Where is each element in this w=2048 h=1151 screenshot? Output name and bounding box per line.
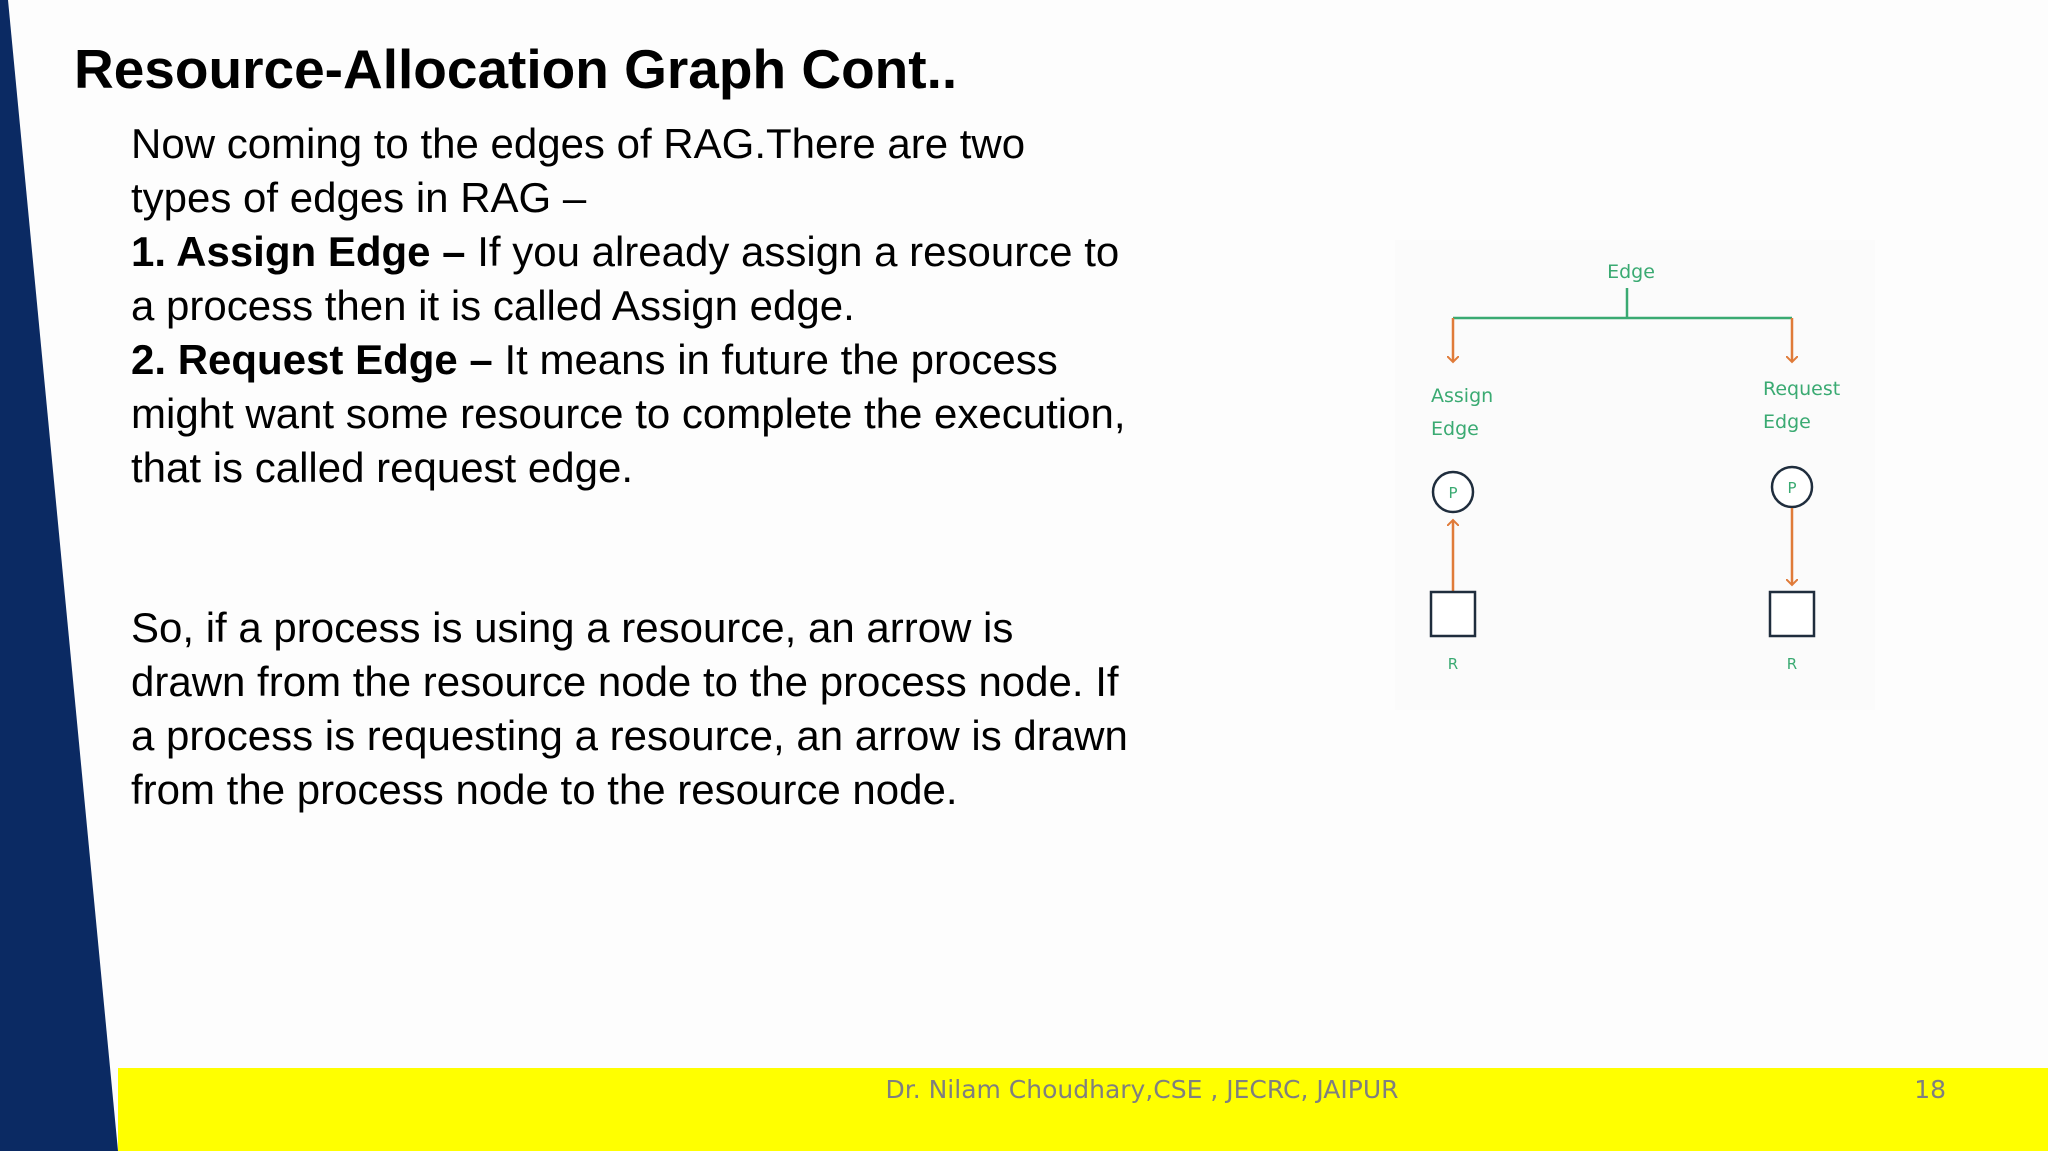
request-label-line-2: Edge [1763,411,1811,433]
assign-resource-label: R [1447,655,1459,673]
request-process-label: P [1787,479,1797,497]
request-resource-label: R [1786,655,1798,673]
footer-author: Dr. Nilam Choudhary,CSE , JECRC, JAIPUR [885,1075,1399,1104]
edge-types-text [131,117,1231,495]
assign-edge-line-1 [131,225,1231,279]
assign-label-line-2: Edge [1431,418,1479,440]
assign-label-line-1: Assign [1431,385,1494,407]
para2-line-3: a process is requesting a resource, an arrow is drawn [131,712,1128,759]
assign-edge-line-2: a process then it is called Assign edge. [131,282,855,329]
request-edge-desc-1: It means in future the process [492,336,1058,383]
assign-edge-desc-1: If you already assign a resource to [465,228,1120,275]
intro-line-1: Now coming to the edges of RAG.There are two [131,120,1026,167]
para2-line-1: So, if a process is using a resource, an arrow is [131,604,1014,651]
request-edge-line-2: might want some resource to complete the execution, [131,390,1126,437]
request-label-line-1: Request [1763,378,1841,400]
assign-resource-node [1431,592,1475,636]
request-resource-node [1770,592,1814,636]
edge-types-diagram [1395,240,1875,710]
intro-line-2: types of edges in RAG – [131,174,587,221]
assign-process-label: P [1448,484,1458,502]
para2-line-4: from the process node to the resource node. [131,766,958,813]
page-number: 18 [1914,1075,1946,1104]
request-edge-heading: 2. Request Edge – [131,336,493,383]
request-edge-line-3: that is called request edge. [131,444,633,491]
left-navy-band [0,0,130,1151]
para2-line-2: drawn from the resource node to the process node. If [131,658,1119,705]
assign-edge-heading: 1. Assign Edge – [131,228,466,275]
request-edge-line-1 [131,333,1231,387]
arrow-direction-text [131,601,1231,817]
diagram-root-label: Edge [1607,261,1655,283]
slide-title: Resource-Allocation Graph Cont.. [74,38,958,100]
